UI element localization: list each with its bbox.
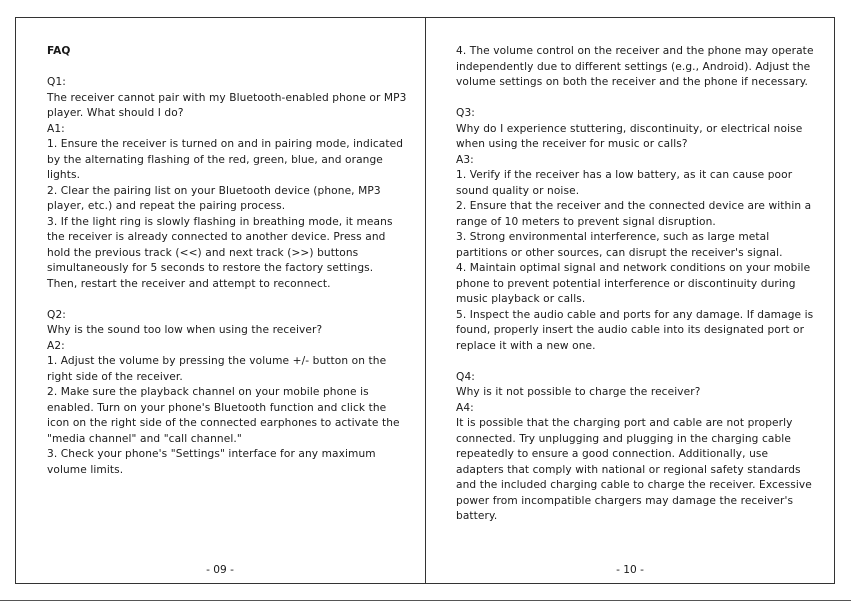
answer-item: 3. If the light ring is slowly flashing in breathing mode, it means the receiver is already connected to another device. Press and hold the previous track (<<) and next track (>>) buttons simultaneously for 5 seconds to restore the factory settings. Then, restart the receiver and attempt to reconnect.: [47, 215, 393, 290]
bottom-rule: [0, 600, 851, 601]
question-label: Q4:: [456, 370, 475, 383]
answer-label: A2:: [47, 339, 65, 352]
answer-item: 3. Check your phone's "Settings" interface for any maximum volume limits.: [47, 448, 376, 476]
question-text: The receiver cannot pair with my Bluetooth-enabled phone or MP3 player. What should I do?: [47, 91, 407, 119]
question-label: Q2:: [47, 308, 66, 321]
answer-item: 4. The volume control on the receiver and the phone may operate independently due to different settings (e.g., Android). Adjust the volume settings on both the receiver and the phone if necessary.: [456, 45, 814, 88]
answer-label: A1:: [47, 122, 65, 135]
answer-item: 1. Ensure the receiver is turned on and in pairing mode, indicated by the alternating flashing of the red, green, blue, and orange lights.: [47, 138, 404, 181]
answer-item: 3. Strong environmental interference, such as large metal partitions or other sources, can disrupt the receiver's signal.: [456, 231, 783, 259]
q2-continued: [456, 44, 816, 91]
faq-q3: [456, 106, 816, 354]
right-page: [456, 44, 816, 525]
question-text: Why is it not possible to charge the receiver?: [456, 386, 701, 398]
question-label: Q3:: [456, 107, 475, 119]
answer-item: 4. Maintain optimal signal and network conditions on your mobile phone to prevent potential interference or discontinuity during music playback or calls.: [456, 262, 811, 305]
page-number-right: - 10 -: [616, 564, 644, 576]
faq-heading: FAQ: [47, 45, 71, 57]
left-page: [47, 44, 407, 478]
page-number-left: - 09 -: [206, 564, 234, 576]
answer-item: 1. Adjust the volume by pressing the volume +/- button on the right side of the receiver.: [47, 355, 387, 383]
faq-q4: [456, 370, 816, 525]
answer-label: A3:: [456, 153, 474, 166]
answer-item: 2. Clear the pairing list on your Bluetooth device (phone, MP3 player, etc.) and repeat the pairing process.: [47, 184, 381, 212]
faq-q1: [47, 75, 407, 292]
answer-item: 1. Verify if the receiver has a low battery, as it can cause poor sound quality or noise.: [456, 169, 793, 197]
question-text: Why do I experience stuttering, discontinuity, or electrical noise when using the receiver for music or calls?: [456, 122, 803, 150]
answer-item: 2. Ensure that the receiver and the connected device are within a range of 10 meters to prevent signal disruption.: [456, 200, 812, 228]
answer-item: 5. Inspect the audio cable and ports for any damage. If damage is found, properly insert the audio cable into its designated port or replace it with a new one.: [456, 308, 814, 352]
answer-item: 2. Make sure the playback channel on your mobile phone is enabled. Turn on your phone's Bluetooth function and click the icon on the right side of the connected earphones to activate the "media channel" and "call channel.": [47, 386, 400, 445]
page-divider: [425, 17, 426, 584]
answer-item: It is possible that the charging port and cable are not properly connected. Try unplugging and plugging in the charging cable repeatedly to ensure a good connection. Additionally, use adapters that comply with national or regional safety standards and the included charging cable to charge the receiver. Excessive power from incompatible chargers may damage the receiver's battery.: [456, 417, 812, 522]
faq-q2: [47, 308, 407, 479]
answer-label: A4:: [456, 401, 474, 414]
question-label: Q1:: [47, 76, 66, 88]
question-text: Why is the sound too low when using the receiver?: [47, 324, 323, 336]
